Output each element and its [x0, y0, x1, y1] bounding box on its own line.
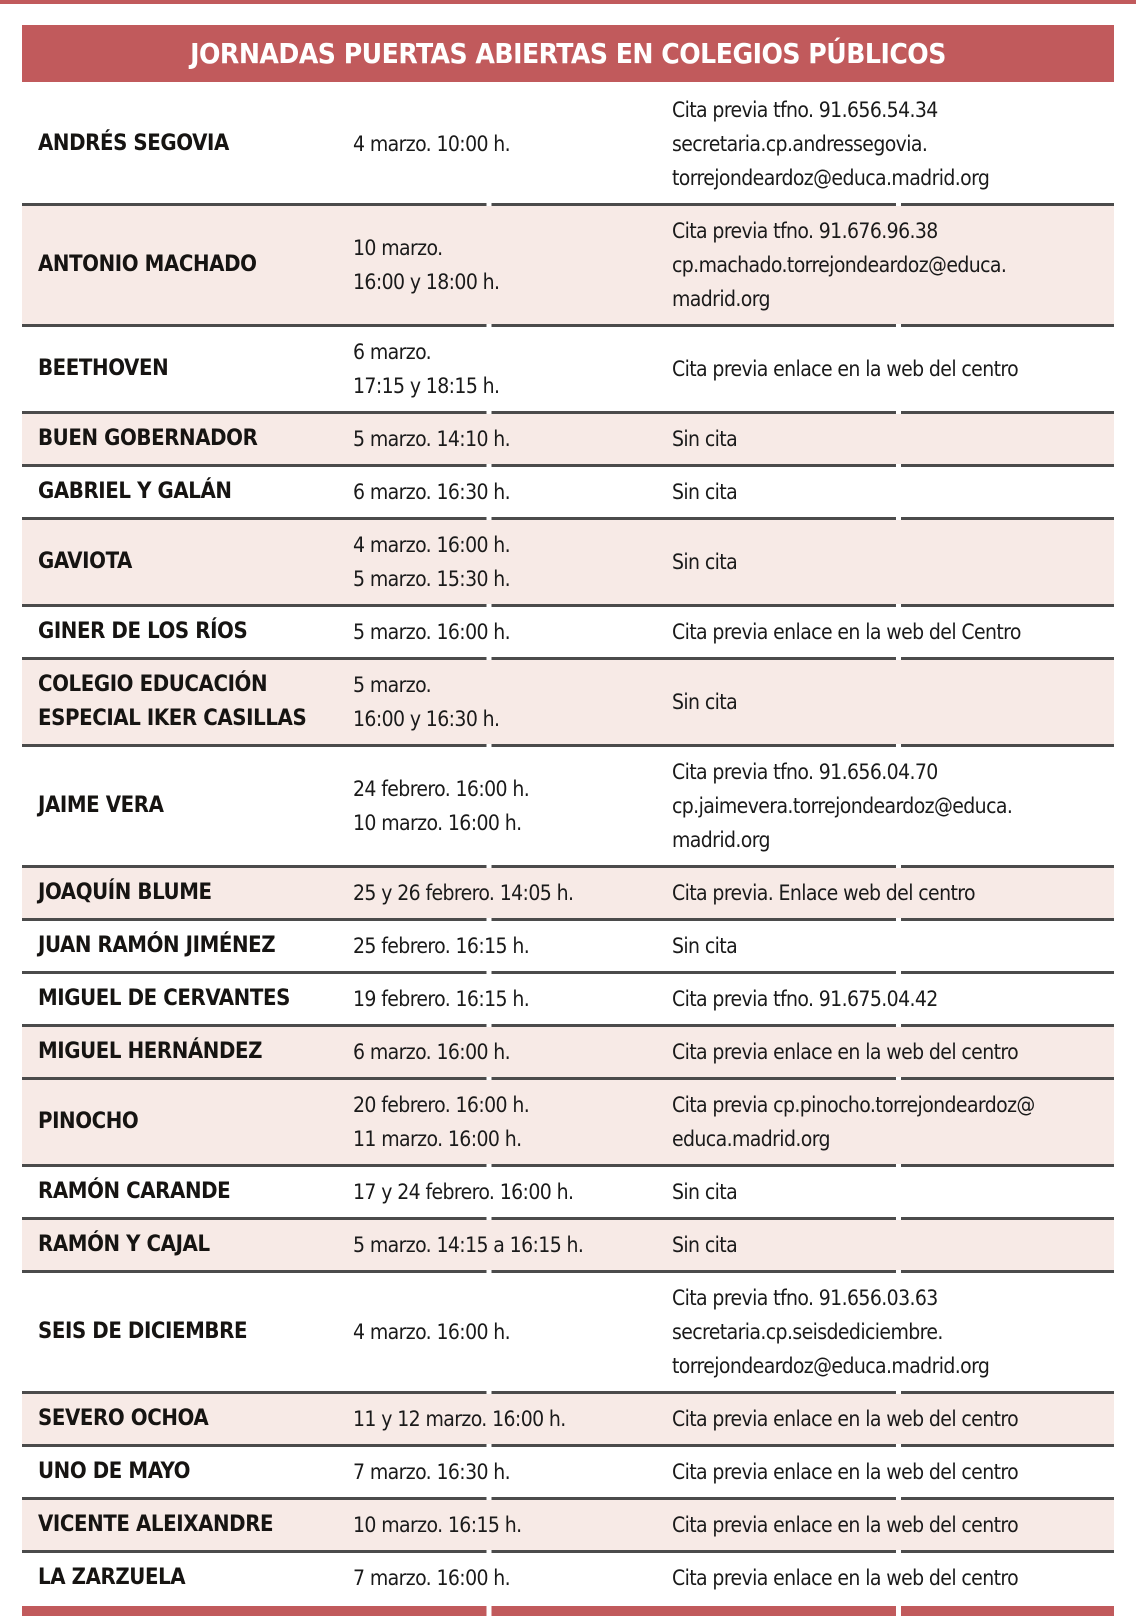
table-row: [22, 607, 1114, 657]
school-name-cell: [22, 1175, 345, 1209]
school-name-cell: [22, 982, 345, 1016]
school-name-cell-line: JUAN RAMÓN JIMÉNEZ: [38, 933, 276, 958]
schedule-cell-line: 6 marzo. 16:00 h.: [353, 1040, 511, 1064]
school-name-cell-line: SEIS DE DICIEMBRE: [38, 1319, 248, 1344]
schedule-cell: [345, 615, 660, 649]
table-row: [22, 1447, 1114, 1497]
schedule-cell-line: 5 marzo. 14:10 h.: [353, 427, 511, 451]
contact-cell: [660, 929, 1114, 963]
contact-cell: [660, 1228, 1114, 1262]
contact-cell-line: Cita previa tfno. 91.676.96.38: [672, 219, 938, 243]
schedule-cell-line: 11 y 12 marzo. 16:00 h.: [353, 1407, 566, 1431]
schedule-cell: [345, 1455, 660, 1489]
contact-cell-line: Cita previa tfno. 91.656.04.70: [672, 760, 938, 784]
school-name-cell: [22, 1402, 345, 1436]
school-name-cell: [22, 615, 345, 649]
schedule-cell-line: 16:00 y 18:00 h.: [353, 270, 500, 294]
school-name-cell-line: RAMÓN Y CAJAL: [38, 1232, 210, 1257]
schedule-cell: [345, 1088, 660, 1156]
contact-cell-line: Sin cita: [672, 1233, 738, 1257]
school-name-cell: [22, 668, 345, 736]
table-row: [22, 467, 1114, 517]
contact-cell: [660, 685, 1114, 719]
table-row: [22, 1027, 1114, 1077]
schedule-cell: [345, 982, 660, 1016]
contact-cell: [660, 1175, 1114, 1209]
contact-cell-line: Sin cita: [672, 480, 738, 504]
schedule-cell-line: 16:00 y 16:30 h.: [353, 707, 500, 731]
school-name-cell-line: JAIME VERA: [38, 793, 164, 818]
contact-cell-line: madrid.org: [672, 287, 770, 311]
schedule-cell-line: 19 febrero. 16:15 h.: [353, 987, 530, 1011]
contact-cell-line: Cita previa enlace en la web del centro: [672, 1566, 1019, 1590]
schedule-cell-line: 7 marzo. 16:30 h.: [353, 1460, 511, 1484]
contact-cell-line: educa.madrid.org: [672, 1127, 830, 1151]
schedule-cell: [345, 231, 660, 299]
contact-cell: [660, 615, 1114, 649]
table-row: [22, 974, 1114, 1024]
page-title-bar: [22, 25, 1114, 82]
schedule-cell-line: 10 marzo. 16:15 h.: [353, 1513, 522, 1537]
schedule-cell-line: 10 marzo. 16:00 h.: [353, 811, 522, 835]
table-row: [22, 1220, 1114, 1270]
contact-cell: [660, 545, 1114, 579]
school-name-cell: [22, 422, 345, 456]
contact-cell: [660, 475, 1114, 509]
contact-cell-line: Cita previa enlace en la web del centro: [672, 1040, 1019, 1064]
school-name-cell-line: BEETHOVEN: [38, 356, 169, 381]
contact-cell: [660, 876, 1114, 910]
school-name-cell: [22, 475, 345, 509]
schedule-cell: [345, 929, 660, 963]
contact-cell: [660, 982, 1114, 1016]
schedule-cell-line: 11 marzo. 16:00 h.: [353, 1127, 522, 1151]
table-row: [22, 206, 1114, 324]
schedule-cell-line: 20 febrero. 16:00 h.: [353, 1093, 530, 1117]
schedule-cell: [345, 668, 660, 736]
schedule-cell: [345, 1228, 660, 1262]
schedule-cell-line: 17 y 24 febrero. 16:00 h.: [353, 1180, 574, 1204]
school-name-cell-line: ESPECIAL IKER CASILLAS: [38, 706, 307, 731]
school-name-cell-line: MIGUEL DE CERVANTES: [38, 986, 290, 1011]
schedule-cell-line: 24 febrero. 16:00 h.: [353, 777, 530, 801]
table-row: [22, 747, 1114, 865]
table-row: [22, 921, 1114, 971]
schedule-cell-line: 17:15 y 18:15 h.: [353, 374, 500, 398]
school-name-cell: [22, 876, 345, 910]
schedule-cell: [345, 1508, 660, 1542]
contact-cell: [660, 1281, 1114, 1383]
table-row: [22, 868, 1114, 918]
contact-cell-line: torrejondeardoz@educa.madrid.org: [672, 1354, 990, 1378]
contact-cell-line: secretaria.cp.seisdediciembre.: [672, 1320, 943, 1344]
table-row: [22, 1273, 1114, 1391]
school-name-cell-line: GABRIEL Y GALÁN: [38, 479, 232, 504]
school-name-cell-line: COLEGIO EDUCACIÓN: [38, 672, 268, 697]
school-name-cell: [22, 1228, 345, 1262]
schedule-cell-line: 10 marzo.: [353, 236, 443, 260]
schedule-cell-line: 5 marzo.: [353, 673, 432, 697]
bottom-accent-bar: [22, 1606, 1114, 1616]
table-row: [22, 1167, 1114, 1217]
contact-cell: [660, 352, 1114, 386]
school-name-cell: [22, 1105, 345, 1139]
schedule-cell: [345, 1035, 660, 1069]
contact-cell-line: madrid.org: [672, 828, 770, 852]
schedule-cell: [345, 1402, 660, 1436]
schedule-cell: [345, 127, 660, 161]
contact-cell-line: cp.jaimevera.torrejondeardoz@educa.: [672, 794, 1013, 818]
contact-cell-line: Cita previa enlace en la web del centro: [672, 1407, 1019, 1431]
contact-cell: [660, 93, 1114, 195]
table-row: [22, 327, 1114, 411]
schedule-cell: [345, 1561, 660, 1595]
contact-cell-line: Cita previa. Enlace web del centro: [672, 881, 975, 905]
schedule-cell: [345, 1315, 660, 1349]
schedule-cell-line: 4 marzo. 10:00 h.: [353, 132, 511, 156]
school-name-cell-line: ANTONIO MACHADO: [38, 252, 257, 277]
school-name-cell: [22, 1315, 345, 1349]
schedule-cell: [345, 475, 660, 509]
schedule-cell-line: 25 febrero. 16:15 h.: [353, 934, 530, 958]
table-row: [22, 1080, 1114, 1164]
contact-cell: [660, 755, 1114, 857]
school-name-cell: [22, 352, 345, 386]
schedule-cell-line: 6 marzo.: [353, 340, 432, 364]
schedule-cell-line: 6 marzo. 16:30 h.: [353, 480, 511, 504]
schedule-cell: [345, 772, 660, 840]
school-name-cell-line: BUEN GOBERNADOR: [38, 426, 258, 451]
schedule-cell: [345, 1175, 660, 1209]
school-name-cell: [22, 545, 345, 579]
schedule-cell-line: 4 marzo. 16:00 h.: [353, 533, 511, 557]
schedule-cell-line: 5 marzo. 16:00 h.: [353, 620, 511, 644]
schedule-cell: [345, 422, 660, 456]
schedule-cell-line: 4 marzo. 16:00 h.: [353, 1320, 511, 1344]
school-name-cell-line: GAVIOTA: [38, 549, 132, 574]
table-row: [22, 1553, 1114, 1603]
school-name-cell-line: LA ZARZUELA: [38, 1565, 186, 1590]
contact-cell-line: Cita previa tfno. 91.656.03.63: [672, 1286, 938, 1310]
table-row: [22, 520, 1114, 604]
contact-cell-line: Cita previa enlace en la web del centro: [672, 1513, 1019, 1537]
school-name-cell: [22, 1455, 345, 1489]
school-name-cell-line: JOAQUÍN BLUME: [38, 880, 212, 905]
open-days-sheet: [22, 25, 1114, 1616]
contact-cell: [660, 214, 1114, 316]
schedule-cell: [345, 335, 660, 403]
schedule-cell: [345, 528, 660, 596]
contact-cell: [660, 1402, 1114, 1436]
school-name-cell: [22, 789, 345, 823]
contact-cell-line: Sin cita: [672, 934, 738, 958]
contact-cell: [660, 1455, 1114, 1489]
contact-cell-line: secretaria.cp.andressegovia.: [672, 132, 928, 156]
school-name-cell-line: ANDRÉS SEGOVIA: [38, 131, 229, 156]
school-name-cell: [22, 1561, 345, 1595]
school-name-cell: [22, 127, 345, 161]
school-name-cell-line: VICENTE ALEIXANDRE: [38, 1512, 274, 1537]
school-name-cell: [22, 248, 345, 282]
schedule-cell-line: 5 marzo. 15:30 h.: [353, 567, 511, 591]
contact-cell-line: cp.machado.torrejondeardoz@educa.: [672, 253, 1007, 277]
school-name-cell-line: GINER DE LOS RÍOS: [38, 619, 248, 644]
schedule-cell-line: 7 marzo. 16:00 h.: [353, 1566, 511, 1590]
contact-cell-line: Cita previa cp.pinocho.torrejondeardoz@: [672, 1093, 1035, 1117]
contact-cell-line: Sin cita: [672, 690, 738, 714]
table-row: [22, 660, 1114, 744]
school-name-cell: [22, 1035, 345, 1069]
contact-cell-line: Sin cita: [672, 427, 738, 451]
school-name-cell: [22, 929, 345, 963]
table-row: [22, 1500, 1114, 1550]
contact-cell: [660, 1035, 1114, 1069]
contact-cell: [660, 1561, 1114, 1595]
schedule-cell-line: 25 y 26 febrero. 14:05 h.: [353, 881, 574, 905]
contact-cell-line: Cita previa tfno. 91.656.54.34: [672, 98, 938, 122]
contact-cell: [660, 422, 1114, 456]
school-name-cell-line: MIGUEL HERNÁNDEZ: [38, 1039, 263, 1064]
contact-cell: [660, 1088, 1114, 1156]
contact-cell-line: torrejondeardoz@educa.madrid.org: [672, 166, 990, 190]
school-name-cell-line: RAMÓN CARANDE: [38, 1179, 231, 1204]
contact-cell: [660, 1508, 1114, 1542]
contact-cell-line: Cita previa enlace en la web del Centro: [672, 620, 1021, 644]
table-row: [22, 85, 1114, 203]
school-name-cell-line: PINOCHO: [38, 1109, 139, 1134]
page-title: JORNADAS PUERTAS ABIERTAS EN COLEGIOS PÚBLICOS: [190, 37, 946, 70]
schedule-table: [22, 85, 1114, 1603]
contact-cell-line: Cita previa enlace en la web del centro: [672, 1460, 1019, 1484]
school-name-cell: [22, 1508, 345, 1542]
schedule-cell: [345, 876, 660, 910]
table-row: [22, 1394, 1114, 1444]
contact-cell-line: Cita previa enlace en la web del centro: [672, 357, 1019, 381]
school-name-cell-line: UNO DE MAYO: [38, 1459, 191, 1484]
contact-cell-line: Sin cita: [672, 550, 738, 574]
schedule-cell-line: 5 marzo. 14:15 a 16:15 h.: [353, 1233, 584, 1257]
contact-cell-line: Sin cita: [672, 1180, 738, 1204]
table-row: [22, 414, 1114, 464]
contact-cell-line: Cita previa tfno. 91.675.04.42: [672, 987, 938, 1011]
top-accent-bar: [0, 0, 1136, 4]
school-name-cell-line: SEVERO OCHOA: [38, 1406, 209, 1431]
